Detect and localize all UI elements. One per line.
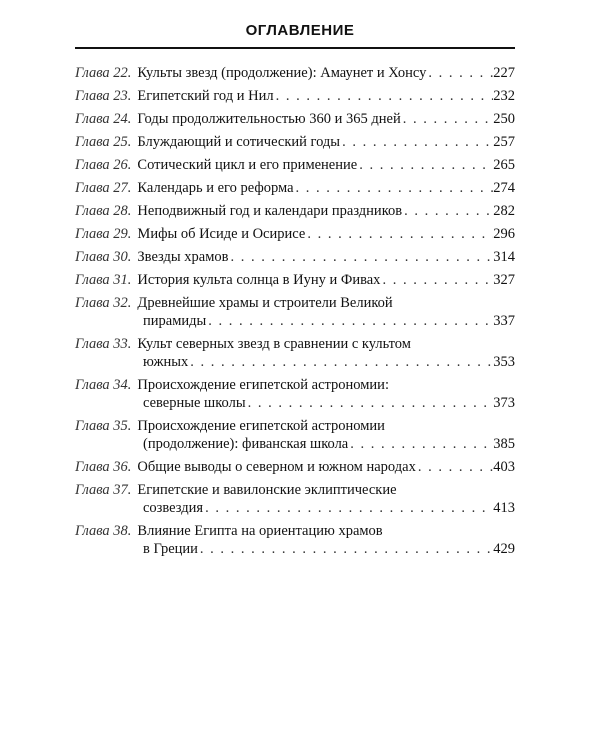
chapter-title: Происхождение египетской астрономии: [137,377,389,393]
chapter-title: Мифы об Исиде и Осирисе [137,226,306,242]
page-number: 257 [493,134,515,150]
page-number: 232 [493,88,515,104]
page-number: 413 [493,500,515,516]
dot-leader [305,225,493,243]
dot-leader [340,133,493,151]
chapter-title: Сотический цикл и его применение [137,157,358,173]
toc-entry [75,156,515,174]
dot-leader [246,394,494,412]
chapter-title: Блуждающий и сотический годы [137,134,341,150]
page-number: 282 [493,203,515,219]
chapter-label: Глава 38. [75,523,132,539]
toc-entry [75,458,515,476]
dot-leader [228,248,493,266]
chapter-label: Глава 24. [75,111,132,127]
page-number: 265 [493,157,515,173]
page-number: 296 [493,226,515,242]
chapter-label: Глава 36. [75,459,132,475]
dot-leader [348,435,493,453]
header-divider [75,47,515,49]
toc-entry [75,225,515,243]
toc-entry [75,294,515,330]
toc-entry [75,481,515,517]
chapter-label: Глава 25. [75,134,132,150]
chapter-title: Культ северных звезд в сравнении с культом [137,336,411,352]
chapter-label: Глава 22. [75,65,132,81]
dot-leader [294,179,494,197]
page-number: 429 [493,541,515,557]
dot-leader [402,202,493,220]
page-number: 327 [493,272,515,288]
table-of-contents [75,64,515,563]
chapter-title: Общие выводы о северном и южном народах [137,459,416,475]
toc-entry [75,417,515,453]
toc-entry [75,133,515,151]
toc-entry [75,110,515,128]
dot-leader [357,156,493,174]
chapter-title-continued: в Греции [143,541,198,557]
page-number: 403 [493,459,515,475]
page-number: 274 [493,180,515,196]
chapter-title-continued: северные школы [143,395,246,411]
chapter-label: Глава 26. [75,157,132,173]
toc-entry [75,335,515,371]
toc-entry [75,179,515,197]
page-title: ОГЛАВЛЕНИЕ [245,22,355,39]
page-number: 250 [493,111,515,127]
dot-leader [206,312,493,330]
chapter-label: Глава 35. [75,418,132,434]
toc-entry [75,376,515,412]
chapter-title: История культа солнца в Иуну и Фивах [137,272,381,288]
chapter-title-continued: пирамиды [143,313,207,329]
chapter-title-continued: созвездия [143,500,204,516]
toc-entry [75,202,515,220]
chapter-title: Неподвижный год и календари праздников [137,203,403,219]
chapter-title-continued: южных [143,354,189,370]
dot-leader [416,458,493,476]
chapter-title-continued: (продолжение): фиванская школа [143,436,349,452]
dot-leader [426,64,493,82]
toc-entry [75,87,515,105]
page-number: 373 [493,395,515,411]
toc-entry [75,64,515,82]
dot-leader [401,110,494,128]
chapter-title: Культы звезд (продолжение): Амаунет и Хонсу [137,65,427,81]
chapter-title: Годы продолжительностью 360 и 365 дней [137,111,401,127]
chapter-title: Древнейшие храмы и строители Великой [137,295,393,311]
chapter-label: Глава 30. [75,249,132,265]
dot-leader [198,540,493,558]
chapter-label: Глава 27. [75,180,132,196]
chapter-title: Звезды храмов [137,249,229,265]
chapter-label: Глава 33. [75,336,132,352]
page-number: 227 [493,65,515,81]
chapter-title: Происхождение египетской астрономии [137,418,385,434]
chapter-label: Глава 28. [75,203,132,219]
dot-leader [274,87,494,105]
page-number: 353 [493,354,515,370]
chapter-title: Египетские и вавилонские эклиптические [137,482,397,498]
toc-entry [75,522,515,558]
chapter-label: Глава 29. [75,226,132,242]
page-number: 314 [493,249,515,265]
page-number: 385 [493,436,515,452]
chapter-label: Глава 23. [75,88,132,104]
chapter-title: Влияние Египта на ориентацию храмов [137,523,383,539]
dot-leader [188,353,493,371]
toc-entry [75,271,515,289]
chapter-title: Египетский год и Нил [137,88,274,104]
chapter-label: Глава 32. [75,295,132,311]
chapter-title: Календарь и его реформа [137,180,294,196]
chapter-label: Глава 31. [75,272,132,288]
chapter-label: Глава 37. [75,482,132,498]
toc-entry [75,248,515,266]
dot-leader [203,499,493,517]
dot-leader [380,271,493,289]
page-number: 337 [493,313,515,329]
chapter-label: Глава 34. [75,377,132,393]
